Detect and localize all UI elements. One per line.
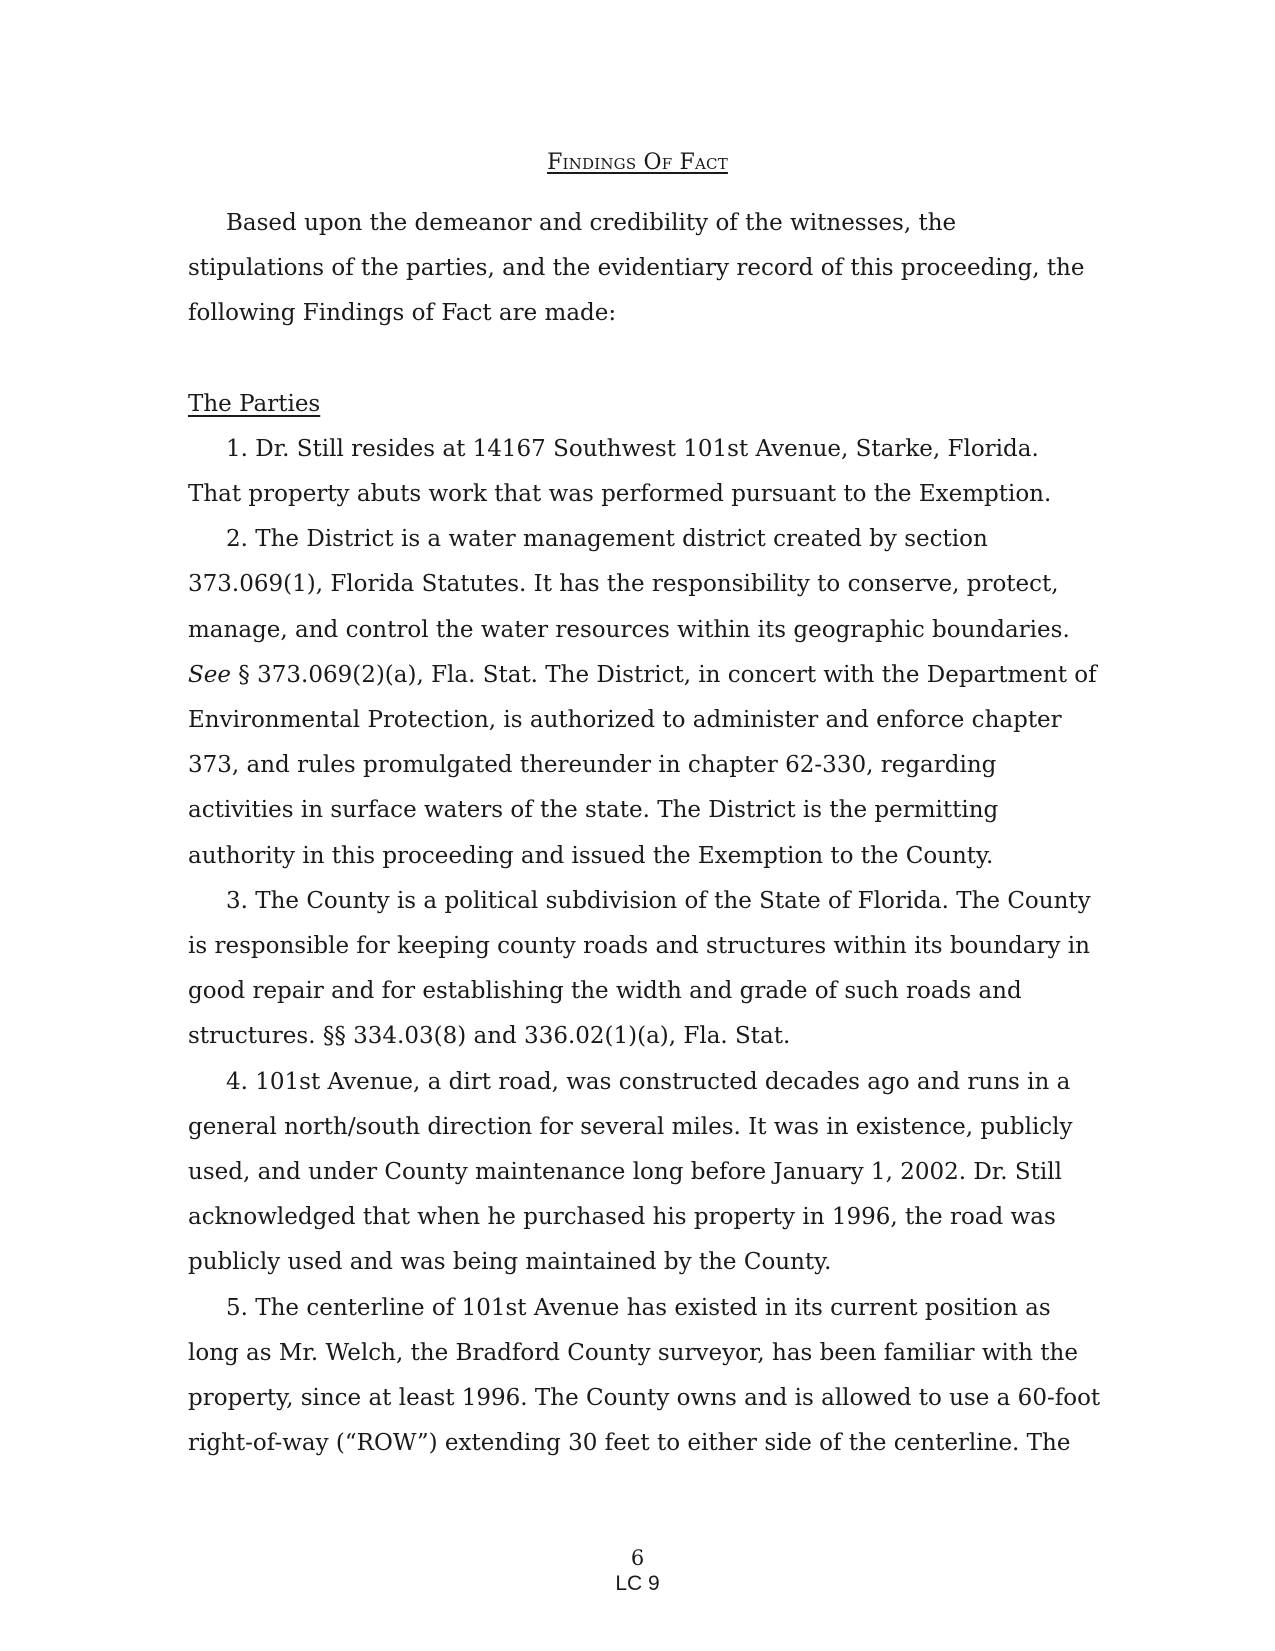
text-line: 373.069(1), Florida Statutes. It has the responsibility to conserve, protect,: [188, 571, 1059, 598]
page-number: 6: [630, 1546, 645, 1570]
document-body: [188, 201, 1101, 1466]
text-line: That property abuts work that was performed pursuant to the Exemption.: [188, 481, 1052, 508]
text-line: authority in this proceeding and issued the Exemption to the County.: [188, 842, 994, 869]
finding-1: [188, 427, 1088, 517]
text-line: property, since at least 1996. The County owns and is allowed to use a 60-foot: [188, 1385, 1101, 1412]
text-line: stipulations of the parties, and the evidentiary record of this proceeding, the: [188, 255, 1085, 282]
text-line: right-of-way (“ROW”) extending 30 feet to either side of the centerline. The: [188, 1430, 1071, 1457]
finding-3: [188, 879, 1091, 1060]
text-line: used, and under County maintenance long before January 1, 2002. Dr. Still: [188, 1159, 1062, 1186]
text-line: 4. 101st Avenue, a dirt road, was constructed decades ago and runs in a: [226, 1068, 1071, 1095]
text-line: good repair and for establishing the width and grade of such roads and: [188, 978, 1022, 1005]
text-line: 373, and rules promulgated thereunder in chapter 62-330, regarding: [188, 752, 997, 779]
text-line: following Findings of Fact are made:: [188, 300, 617, 327]
text-line: structures. §§ 334.03(8) and 336.02(1)(a), Fla. Stat.: [188, 1023, 791, 1050]
text-line: general north/south direction for several miles. It was in existence, publicly: [188, 1113, 1073, 1140]
intro-paragraph: [188, 201, 1088, 337]
text-line: acknowledged that when he purchased his property in 1996, the road was: [188, 1204, 1056, 1231]
text-line: Environmental Protection, is authorized to administer and enforce chapter: [188, 707, 1062, 734]
text-line: is responsible for keeping county roads and structures within its boundary in: [188, 933, 1090, 960]
text-line: Based upon the demeanor and credibility of the witnesses, the: [226, 210, 957, 236]
text-line: publicly used and was being maintained by the County.: [188, 1249, 832, 1276]
paragraph-gap: [188, 337, 1088, 382]
subsection-title: [188, 382, 1088, 427]
finding-4: [188, 1060, 1088, 1286]
text-line: manage, and control the water resources within its geographic boundaries.: [188, 616, 1070, 643]
text-line: [188, 662, 1097, 688]
see-citation-signal: See: [188, 661, 231, 688]
text-line: activities in surface waters of the state. The District is the permitting: [188, 797, 999, 824]
text-line: 3. The County is a political subdivision of the State of Florida. The County: [226, 887, 1091, 914]
footer-identifier: LC 9: [615, 1572, 660, 1595]
finding-2: [188, 517, 1097, 879]
text-line: 1. Dr. Still resides at 14167 Southwest 101st Avenue, Starke, Florida.: [226, 435, 1039, 462]
text-line: 5. The centerline of 101st Avenue has existed in its current position as: [226, 1294, 1051, 1321]
section-heading: Findings Of Fact: [547, 150, 728, 175]
citation-text: § 373.069(2)(a), Fla. Stat. The District, in concert with the Department of: [230, 661, 1097, 688]
finding-5: [188, 1286, 1101, 1467]
text-line: long as Mr. Welch, the Bradford County surveyor, has been familiar with the: [188, 1339, 1078, 1366]
the-parties-title: The Parties: [188, 390, 321, 417]
text-line: 2. The District is a water management district created by section: [226, 526, 988, 553]
